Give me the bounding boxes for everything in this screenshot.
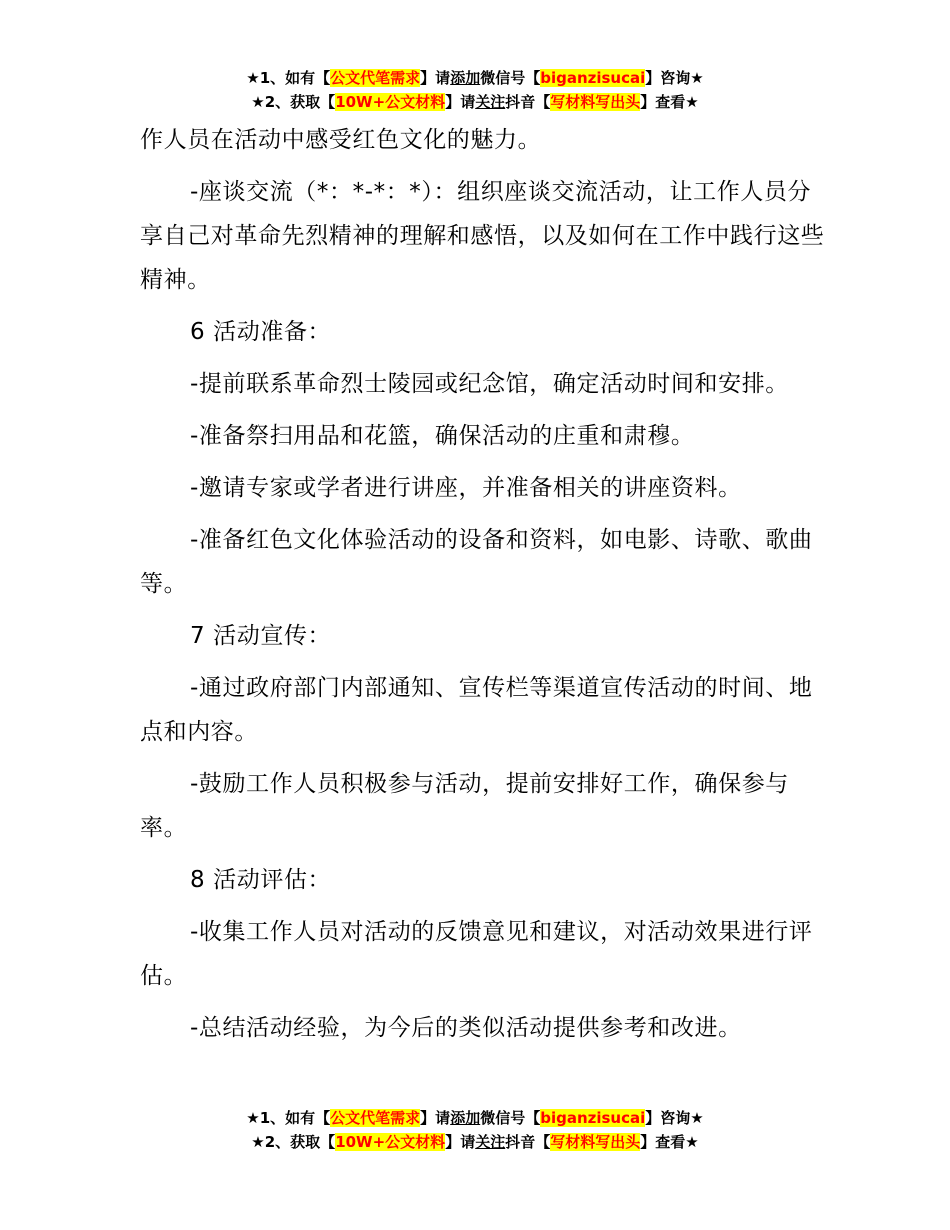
notice-text: ★2、获取【 — [251, 93, 336, 111]
underlined-text: 添加 — [450, 69, 481, 87]
notice-text: ★1、如有【 — [246, 1109, 331, 1127]
section-heading: 6 活动准备： — [190, 319, 332, 345]
footer-notice — [0, 1106, 950, 1154]
paragraph: 作人员在活动中感受红色文化的魅力。 — [140, 127, 542, 153]
notice-line-1 — [0, 1106, 950, 1130]
paragraph: -收集工作人员对活动的反馈意见和建议，对活动效果进行评估。 — [140, 919, 813, 989]
highlight-douyin-account: 写材料写出头 — [550, 1133, 641, 1151]
highlight-douyin-account: 写材料写出头 — [550, 93, 641, 111]
notice-text: 微信号【 — [480, 69, 541, 87]
notice-text: 】请 — [445, 1133, 476, 1151]
notice-text: 抖音【 — [505, 93, 551, 111]
notice-text: ★2、获取【 — [251, 1133, 336, 1151]
highlight-materials: 10W+公文材料 — [335, 93, 446, 111]
underlined-text: 关注 — [475, 93, 506, 111]
document-body — [140, 118, 830, 1050]
notice-text: ★1、如有【 — [246, 69, 331, 87]
header-notice — [0, 66, 950, 114]
notice-text: 抖音【 — [505, 1133, 551, 1151]
notice-text: 】查看★ — [640, 93, 699, 111]
notice-line-1 — [0, 66, 950, 90]
notice-line-2 — [0, 1130, 950, 1154]
notice-line-2 — [0, 90, 950, 114]
highlight-wechat-id: biganzisucai — [540, 69, 646, 87]
paragraph: -提前联系革命烈士陵园或纪念馆，确定活动时间和安排。 — [190, 371, 789, 397]
paragraph: -座谈交流（*：*-*：*）：组织座谈交流活动，让工作人员分享自己对革命先烈精神的理解和感悟，以及如何在工作中践行这些精神。 — [140, 179, 825, 293]
highlight-materials: 10W+公文材料 — [335, 1133, 446, 1151]
highlight-ghostwriting: 公文代笔需求 — [330, 69, 421, 87]
notice-text: 】请 — [445, 93, 476, 111]
notice-text: 】查看★ — [640, 1133, 699, 1151]
paragraph: -鼓励工作人员积极参与活动，提前安排好工作，确保参与率。 — [140, 771, 789, 841]
paragraph: -通过政府部门内部通知、宣传栏等渠道宣传活动的时间、地点和内容。 — [140, 675, 813, 745]
paragraph: -准备红色文化体验活动的设备和资料，如电影、诗歌、歌曲等。 — [140, 527, 813, 597]
highlight-wechat-id: biganzisucai — [540, 1109, 646, 1127]
underlined-text: 添加 — [450, 1109, 481, 1127]
notice-text: 微信号【 — [480, 1109, 541, 1127]
section-heading: 7 活动宣传： — [190, 623, 332, 649]
paragraph: -邀请专家或学者进行讲座，并准备相关的讲座资料。 — [190, 475, 742, 501]
notice-text: 】请 — [420, 69, 451, 87]
paragraph: -准备祭扫用品和花篮，确保活动的庄重和肃穆。 — [190, 423, 695, 449]
underlined-text: 关注 — [475, 1133, 506, 1151]
highlight-ghostwriting: 公文代笔需求 — [330, 1109, 421, 1127]
notice-text: 】咨询★ — [645, 1109, 704, 1127]
notice-text: 】咨询★ — [645, 69, 704, 87]
notice-text: 】请 — [420, 1109, 451, 1127]
section-heading: 8 活动评估： — [190, 867, 332, 893]
paragraph: -总结活动经验，为今后的类似活动提供参考和改进。 — [190, 1015, 742, 1041]
